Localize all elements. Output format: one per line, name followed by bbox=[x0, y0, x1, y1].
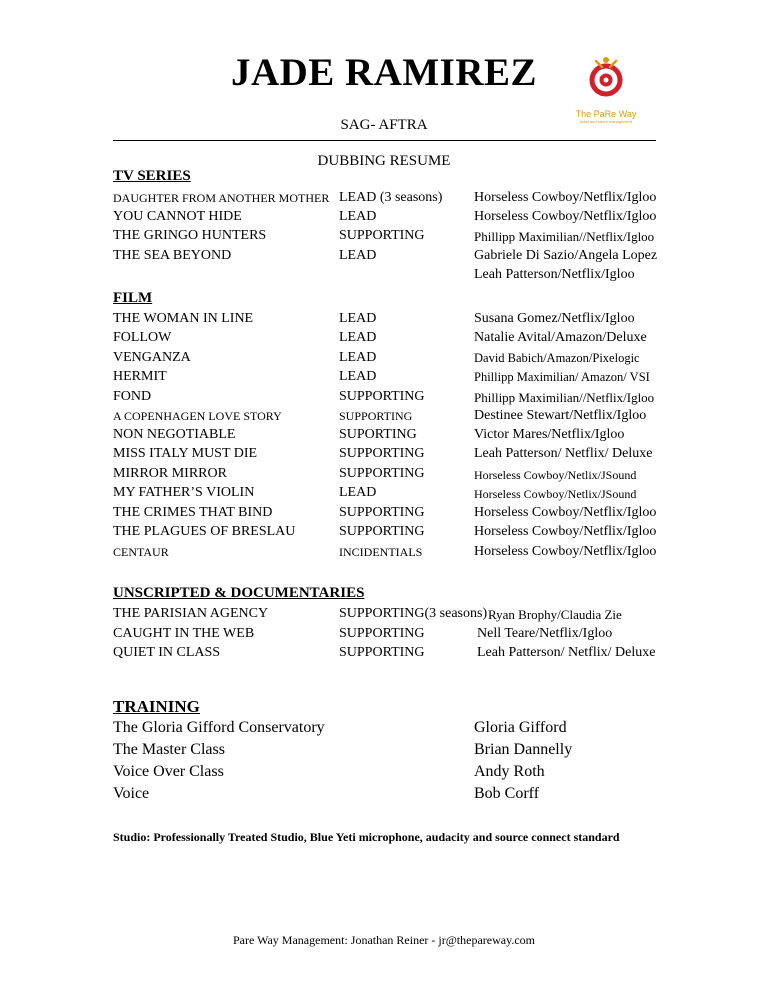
unscripted-credit: Nell Teare/Netflix/Igloo bbox=[477, 626, 613, 641]
tv-role: SUPPORTING bbox=[339, 228, 425, 243]
film-credit: Horseless Cowboy/Netflix/Igloo bbox=[474, 505, 657, 520]
unscripted-role: SUPPORTING bbox=[339, 626, 425, 641]
tv-credit: Leah Patterson/Netflix/Igloo bbox=[474, 267, 635, 282]
film-title: THE WOMAN IN LINE bbox=[113, 311, 254, 326]
tv-title: THE SEA BEYOND bbox=[113, 248, 232, 263]
film-role: INCIDENTIALS bbox=[339, 545, 423, 559]
resume-title: DUBBING RESUME bbox=[317, 153, 451, 169]
film-credit: Horseless Cowboy/Netlix/JSound bbox=[474, 487, 637, 501]
film-credit: Susana Gomez/Netflix/Igloo bbox=[474, 311, 635, 326]
film-role: SUPPORTING bbox=[339, 446, 425, 461]
training-teacher: Gloria Gifford bbox=[474, 719, 567, 736]
training-teacher: Brian Dannelly bbox=[474, 741, 573, 758]
header-divider bbox=[113, 140, 656, 141]
film-role: SUPPORTING bbox=[339, 409, 413, 423]
unscripted-heading: UNSCRIPTED & DOCUMENTARIES bbox=[113, 585, 365, 601]
logo-text: The PaRe Way bbox=[575, 109, 637, 119]
film-credit: Phillipp Maximilian/ Amazon/ VSI bbox=[474, 370, 650, 384]
film-role: SUPPORTING bbox=[339, 389, 425, 404]
training-heading: TRAINING bbox=[113, 697, 200, 716]
film-role: SUPORTING bbox=[339, 427, 417, 442]
tv-title: DAUGHTER FROM ANOTHER MOTHER bbox=[113, 191, 330, 205]
tv-credit: Phillipp Maximilian//Netflix/Igloo bbox=[474, 229, 655, 244]
film-credit: Horseless Cowboy/Netflix/Igloo bbox=[474, 544, 657, 559]
film-title: MY FATHER’S VIOLIN bbox=[113, 485, 255, 500]
film-role: LEAD bbox=[339, 369, 377, 384]
pare-way-logo bbox=[566, 54, 646, 124]
studio-info: Studio: Professionally Treated Studio, Blue Yeti microphone, audacity and source connect standard bbox=[113, 830, 620, 844]
film-credit: Phillipp Maximilian//Netflix/Igloo bbox=[474, 390, 655, 405]
target-logo-icon bbox=[566, 54, 646, 106]
film-title: FOLLOW bbox=[113, 330, 172, 345]
film-credit: Horseless Cowboy/Netlix/JSound bbox=[474, 468, 637, 482]
training-program: Voice Over Class bbox=[113, 763, 224, 780]
training-teacher: Andy Roth bbox=[474, 763, 545, 780]
film-credit: Destinee Stewart/Netflix/Igloo bbox=[474, 408, 647, 423]
training-program: The Master Class bbox=[113, 741, 225, 758]
film-role: SUPPORTING bbox=[339, 505, 425, 520]
film-title: VENGANZA bbox=[113, 350, 191, 365]
training-program: Voice bbox=[113, 785, 150, 802]
tv-role: LEAD bbox=[339, 209, 377, 224]
film-title: MIRROR MIRROR bbox=[113, 466, 227, 481]
training-program: The Gloria Gifford Conservatory bbox=[113, 719, 325, 736]
unscripted-role: SUPPORTING(3 seasons) bbox=[339, 606, 488, 621]
film-title: THE CRIMES THAT BIND bbox=[113, 505, 273, 520]
union-affiliation: SAG- AFTRA bbox=[340, 117, 428, 133]
tv-credit: Gabriele Di Sazio/Angela Lopez bbox=[474, 248, 658, 263]
unscripted-credit: Ryan Brophy/Claudia Zie bbox=[488, 607, 622, 622]
film-credit: David Babich/Amazon/Pixelogic bbox=[474, 351, 640, 365]
unscripted-title: CAUGHT IN THE WEB bbox=[113, 626, 255, 641]
film-role: LEAD bbox=[339, 485, 377, 500]
tv-title: THE GRINGO HUNTERS bbox=[113, 228, 267, 243]
training-teacher: Bob Corff bbox=[474, 785, 540, 802]
footer-contact: Pare Way Management: Jonathan Reiner - jr@thepareway.com bbox=[233, 933, 535, 947]
film-credit: Horseless Cowboy/Netflix/Igloo bbox=[474, 524, 657, 539]
actor-name: JADE RAMIREZ bbox=[230, 51, 538, 94]
tv-credit: Horseless Cowboy/Netflix/Igloo bbox=[474, 190, 657, 205]
film-title: CENTAUR bbox=[113, 545, 169, 559]
film-heading: FILM bbox=[113, 290, 153, 306]
film-role: LEAD bbox=[339, 350, 377, 365]
film-title: MISS ITALY MUST DIE bbox=[113, 446, 258, 461]
tv-role: LEAD (3 seasons) bbox=[339, 190, 443, 205]
film-role: SUPPORTING bbox=[339, 524, 425, 539]
logo-subtext: Artist and talent management bbox=[579, 119, 633, 124]
film-title: NON NEGOTIABLE bbox=[113, 427, 236, 442]
film-role: LEAD bbox=[339, 311, 377, 326]
film-role: SUPPORTING bbox=[339, 466, 425, 481]
film-title: HERMIT bbox=[113, 369, 167, 384]
film-credit: Leah Patterson/ Netflix/ Deluxe bbox=[474, 446, 653, 461]
film-title: FOND bbox=[113, 389, 152, 404]
film-role: LEAD bbox=[339, 330, 377, 345]
unscripted-title: THE PARISIAN AGENCY bbox=[113, 606, 269, 621]
unscripted-role: SUPPORTING bbox=[339, 645, 425, 660]
tv-series-heading: TV SERIES bbox=[113, 168, 191, 184]
unscripted-title: QUIET IN CLASS bbox=[113, 645, 221, 660]
tv-title: YOU CANNOT HIDE bbox=[113, 209, 242, 224]
tv-role: LEAD bbox=[339, 248, 377, 263]
unscripted-credit: Leah Patterson/ Netflix/ Deluxe bbox=[477, 645, 656, 660]
tv-credit: Horseless Cowboy/Netflix/Igloo bbox=[474, 209, 657, 224]
film-title: THE PLAGUES OF BRESLAU bbox=[113, 524, 296, 539]
film-credit: Natalie Avital/Amazon/Deluxe bbox=[474, 330, 647, 345]
film-title: A COPENHAGEN LOVE STORY bbox=[113, 409, 282, 423]
film-credit: Victor Mares/Netflix/Igloo bbox=[474, 427, 625, 442]
